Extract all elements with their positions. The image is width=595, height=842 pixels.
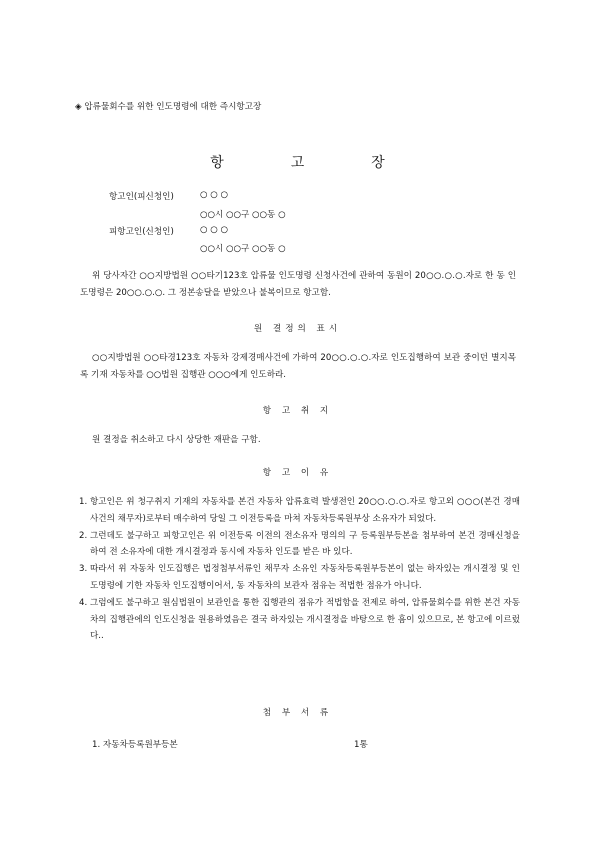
title-char-1: 항	[210, 155, 224, 171]
reason-text: 그럼에도 불구하고 원심법원이 보관인을 통한 집행관의 점유가 적법함을 전제로 하여, 압류물회수를 위한 본건 자동차의 집행관에의 인도신청을 원용하였음은 결국 하자있는 개시결정을 바탕으로 한 흠이 있으므로, 본 항고에 이르렀다..	[90, 597, 520, 642]
appellant-label: 항고인(피신청인)	[109, 192, 174, 202]
reason-number: 3.	[79, 564, 88, 575]
reason-text: 그런데도 불구하고 피항고인은 위 이전등록 이전의 전소유자 명의의 구 등록원부등본을 첨부하여 본건 경매신청을 하여 전 소유자에 대한 개시결정과 동시에 자동차 인도를 받은 바 있다.	[90, 530, 520, 558]
purpose-heading: 항 고 취 지	[262, 406, 333, 416]
reason-text: 따라서 위 자동차 인도집행은 법정첨부서류인 채무자 소유인 자동차등록원부등본이 없는 하자있는 개시결정 및 인도명령에 기한 자동차 인도집행이어서, 동 자동차의 보관자 점유는 적법한 점유가 아니다.	[90, 564, 520, 591]
title-char-2: 고	[290, 155, 305, 171]
appellant-address: ○○시 ○○구 ○○동 ○	[200, 210, 286, 220]
reason-item	[80, 494, 520, 528]
orig-decision-heading: 원 결정의 표시	[253, 324, 342, 334]
appellee-name: ○ ○ ○	[200, 225, 228, 235]
attachments-heading: 첨 부 서 류	[262, 708, 333, 718]
reason-heading: 항 고 이 유	[262, 468, 333, 478]
reason-number: 1.	[79, 497, 88, 507]
intro-paragraph: 위 당사자간 ○○지방법원 ○○타기123호 압류물 인도명령 신청사건에 관하여 동원이 20○○.○.○.자로 한 동 인도명령은 20○○.○.○. 그 정본송달을 받았으나 불복이므로 항고함.	[80, 271, 516, 298]
reason-item	[80, 595, 520, 645]
appellee-label: 피항고인(신청인)	[109, 227, 174, 237]
document-subtitle: ◈ 압류물회수를 위한 인도명령에 대한 즉시항고장	[75, 102, 262, 112]
purpose-paragraph: 원 결정을 취소하고 다시 상당한 재판을 구함.	[92, 435, 261, 445]
attachment-name: 1. 자동차등록원부등본	[92, 740, 178, 750]
reason-number: 4.	[79, 597, 88, 608]
reason-number: 2.	[79, 530, 88, 541]
appellee-address: ○○시 ○○구 ○○동 ○	[200, 244, 286, 254]
title-char-3: 장	[371, 155, 385, 171]
reason-text: 항고인은 위 청구취지 기재의 자동차를 본건 자동차 압류효력 발생전인 20○○.○.○.자로 항고외 ○○○(본건 경매사건의 채무자)로부터 매수하여 당일 그 이전등록을 마쳐 자동차등록원부상 소유자가 되었다.	[90, 497, 520, 524]
attachment-count: 1통	[354, 740, 368, 750]
reason-item	[80, 561, 520, 595]
reason-list	[80, 494, 520, 645]
appellant-name: ○ ○ ○	[200, 190, 228, 200]
reason-item	[80, 528, 520, 562]
orig-decision-paragraph: ○○지방법원 ○○타경123호 자동차 강제경매사건에 가하여 20○○.○.○.자로 인도집행하여 보관 중이던 별지목록 기재 자동차를 ○○법원 집행관 ○○○에게 인도하라.	[80, 353, 516, 380]
document-title	[0, 152, 595, 172]
